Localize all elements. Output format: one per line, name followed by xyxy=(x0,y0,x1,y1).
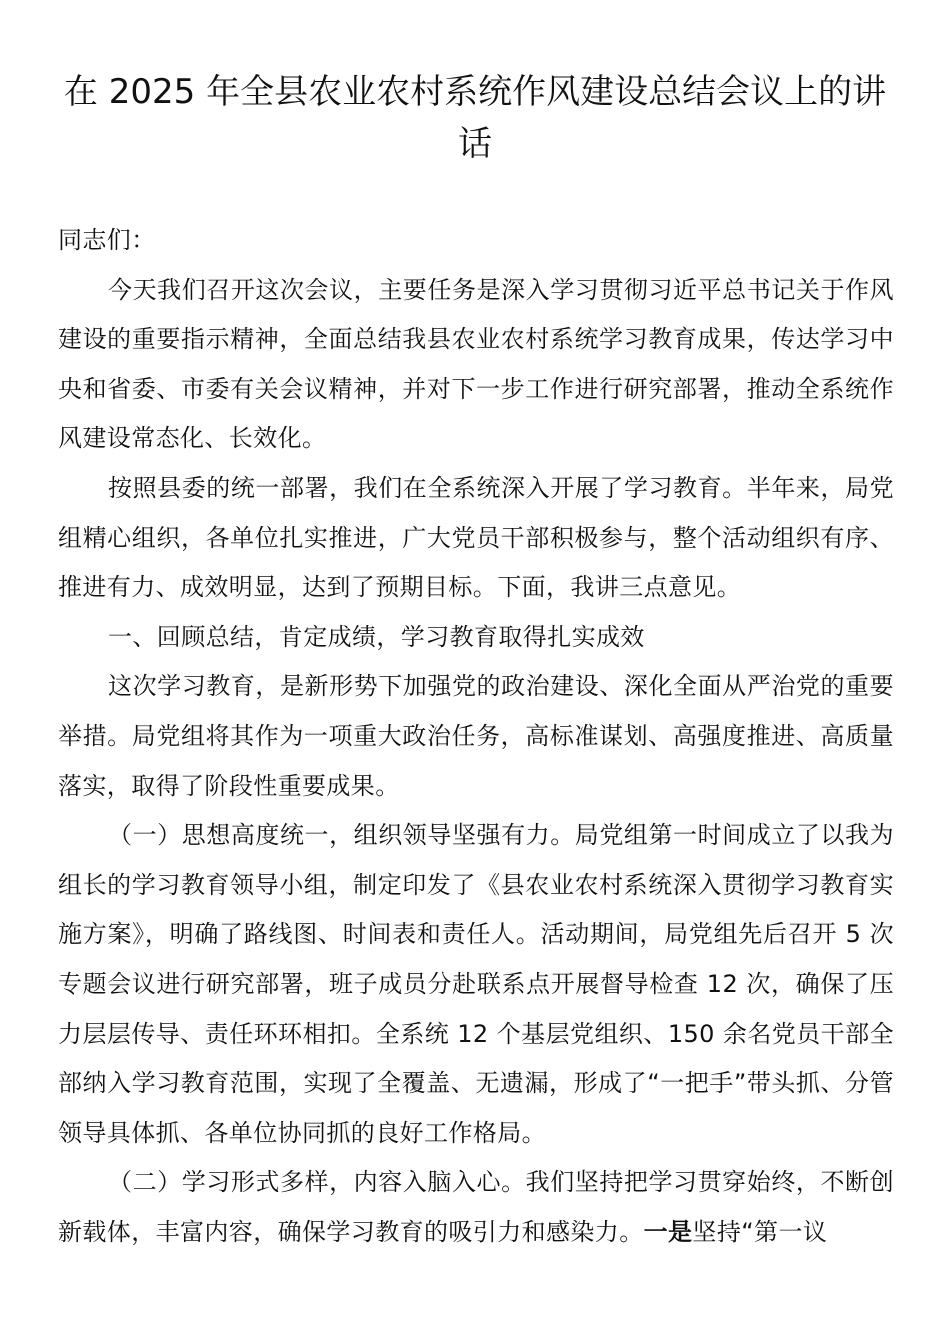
learning-forms-intro: （二）学习形式多样，内容入脑入心。我们坚持把学习贯穿始终，不断创新载体，丰富内容，确保学习教育的吸引力和感染力。 xyxy=(58,1168,894,1246)
section-heading-1: 一、回顾总结，肯定成绩，学习教育取得扎实成效 xyxy=(108,622,645,651)
first-point-text: 坚持“第一议 xyxy=(692,1217,828,1246)
salutation: 同志们： xyxy=(58,226,156,254)
paragraph-learning-forms xyxy=(58,1158,894,1257)
paragraph-organization: （一）思想高度统一，组织领导坚强有力。局党组第一时间成立了以我为组长的学习教育领导小组，制定印发了《县农业农村系统深入贯彻学习教育实施方案》，明确了路线图、时间表和责任人。活动期间，局党组先后召开 5 次专题会议进行研究部署，班子成员分赴联系点开展督导检查 12 次，确保了压力层层传导、责任环环相扣。全系统 12 个基层党组织、150 余名党员干部全部纳入学习教育范围，实现了全覆盖、无遗漏，形成了“一把手”带头抓、分管领导具体抓、各单位协同抓的良好工作格局。 xyxy=(58,821,894,1147)
paragraph-deployment: 按照县委的统一部署，我们在全系统深入开展了学习教育。半年来，局党组精心组织，各单位扎实推进，广大党员干部积极参与，整个活动组织有序、推进有力、成效明显，达到了预期目标。下面，我讲三点意见。 xyxy=(58,473,894,602)
paragraph-opening: 今天我们召开这次会议，主要任务是深入学习贯彻习近平总书记关于作风建设的重要指示精神，全面总结我县农业农村系统学习教育成果，传达学习中央和省委、市委有关会议精神，并对下一步工作进行研究部署，推动全系统作风建设常态化、长效化。 xyxy=(58,275,894,453)
document-body xyxy=(58,216,894,1257)
paragraph-significance: 这次学习教育，是新形势下加强党的政治建设、深化全面从严治党的重要举措。局党组将其作为一项重大政治任务，高标准谋划、高强度推进、高质量落实，取得了阶段性重要成果。 xyxy=(58,672,894,800)
first-point-marker: 一是 xyxy=(643,1217,693,1246)
document-title: 在 2025 年全县农业农村系统作风建设总结会议上的讲话 xyxy=(63,72,887,164)
